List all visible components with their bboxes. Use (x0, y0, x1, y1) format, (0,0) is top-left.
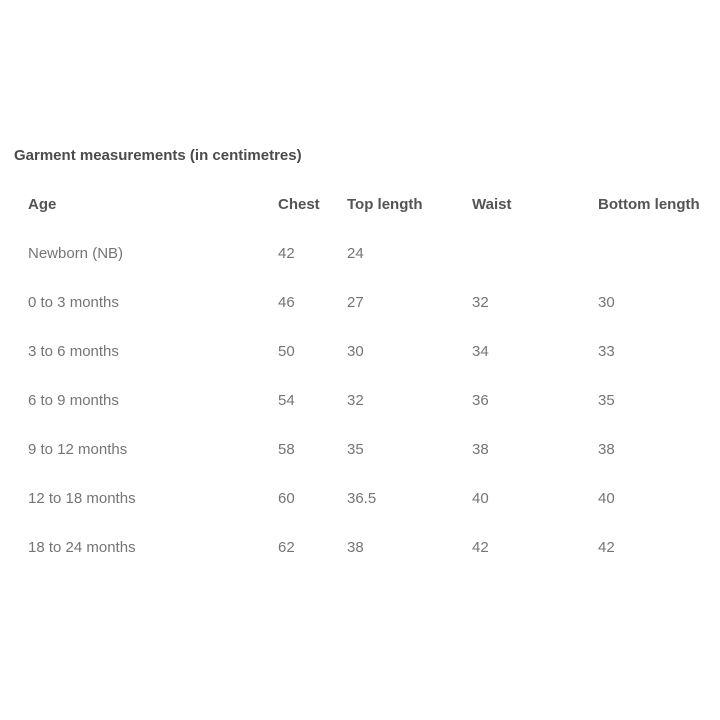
column-header-top-length: Top length (347, 196, 423, 213)
cell-bottom-length: 40 (598, 490, 615, 507)
table-row-0-3-months (28, 278, 706, 327)
cell-bottom-length: 42 (598, 539, 615, 556)
table-row-3-6-months (28, 327, 706, 376)
column-header-chest: Chest (278, 196, 320, 213)
table-row-newborn (28, 229, 706, 278)
cell-top-length: 27 (347, 294, 364, 311)
cell-bottom-length (598, 229, 706, 278)
column-header-bottom-length: Bottom length (598, 196, 700, 213)
table-header-row (28, 180, 706, 229)
cell-top-length: 38 (347, 539, 364, 556)
table-row-12-18-months (28, 474, 706, 523)
cell-waist: 34 (472, 343, 489, 360)
table-row-9-12-months (28, 425, 706, 474)
column-header-age: Age (28, 196, 57, 213)
cell-age: 9 to 12 months (28, 441, 128, 458)
cell-waist: 38 (472, 441, 489, 458)
cell-waist (472, 229, 598, 278)
cell-chest: 42 (278, 245, 295, 262)
column-header-waist: Waist (472, 196, 512, 213)
table-row-18-24-months (28, 523, 706, 572)
cell-waist: 32 (472, 294, 489, 311)
cell-bottom-length: 33 (598, 343, 615, 360)
cell-waist: 36 (472, 392, 489, 409)
cell-top-length: 24 (347, 245, 364, 262)
cell-bottom-length: 35 (598, 392, 615, 409)
cell-age: 12 to 18 months (28, 490, 136, 507)
cell-top-length: 32 (347, 392, 364, 409)
cell-bottom-length: 30 (598, 294, 615, 311)
measurements-table (28, 180, 706, 572)
cell-age: 0 to 3 months (28, 294, 119, 311)
cell-top-length: 30 (347, 343, 364, 360)
cell-waist: 42 (472, 539, 489, 556)
cell-chest: 62 (278, 539, 295, 556)
page-title: Garment measurements (in centimetres) (14, 147, 302, 164)
cell-chest: 54 (278, 392, 295, 409)
table-row-6-9-months (28, 376, 706, 425)
cell-chest: 60 (278, 490, 295, 507)
cell-top-length: 36.5 (347, 490, 377, 507)
cell-chest: 50 (278, 343, 295, 360)
cell-top-length: 35 (347, 441, 364, 458)
cell-bottom-length: 38 (598, 441, 615, 458)
cell-waist: 40 (472, 490, 489, 507)
cell-age: 3 to 6 months (28, 343, 119, 360)
cell-chest: 58 (278, 441, 295, 458)
cell-age: 6 to 9 months (28, 392, 119, 409)
cell-age: Newborn (NB) (28, 245, 124, 262)
cell-age: 18 to 24 months (28, 539, 136, 556)
cell-chest: 46 (278, 294, 295, 311)
